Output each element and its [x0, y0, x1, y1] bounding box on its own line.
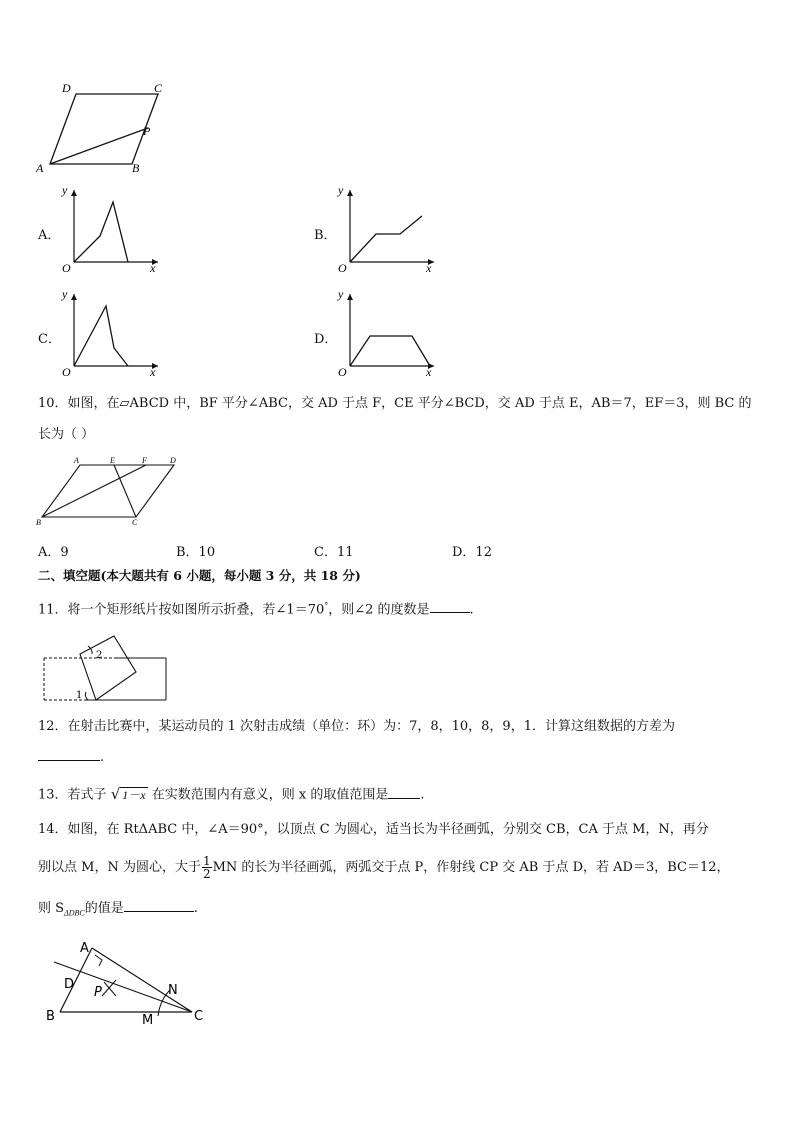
q14-label-D: D — [64, 977, 75, 992]
q13-radicand: 1－x — [122, 788, 146, 802]
q14-subscript: ΔDBC — [64, 908, 85, 918]
q14-text-line2 — [38, 855, 730, 880]
q12-end: . — [100, 750, 105, 765]
q10-label-E: E — [110, 456, 115, 465]
q13-text — [38, 784, 424, 806]
q14-line2-pre: 别以点 M，N 为圆心，大于 — [38, 860, 201, 875]
q9-b-axis-y: y — [338, 183, 344, 197]
q11-angle-2: 2 — [96, 650, 103, 661]
q14-label-M: M — [142, 1013, 154, 1028]
section-2-title: 二、填空题(本大题共有 6 小题，每小题 3 分，共 18 分) — [38, 568, 361, 583]
q9-parallelogram-figure — [30, 78, 170, 178]
q14-frac-den: 2 — [202, 867, 211, 881]
q9-c-origin: O — [62, 365, 71, 379]
q9-option-b-letter: B． — [314, 228, 337, 243]
q9-c-axis-y: y — [62, 287, 68, 301]
q9-a-origin: O — [62, 261, 71, 275]
q11-degree: ° — [324, 601, 329, 610]
q11-text-pre: 11．将一个矩形纸片按如图所示折叠，若∠1＝70 — [38, 602, 325, 618]
q12-answer-blank — [38, 748, 100, 761]
q14-line2-post: MN 的长为半径画弧，两弧交于点 P，作射线 CP 交 AB 于点 D，若 AD＝3，BC＝12， — [212, 860, 730, 875]
q11-folded-rectangle-figure — [40, 632, 175, 704]
q9-option-b-graph — [334, 184, 444, 274]
q10-label-C: C — [132, 518, 138, 527]
q14-label-P: P — [94, 985, 102, 1000]
q14-line3-post: 的值是 — [84, 901, 124, 916]
q14-text-line3 — [38, 899, 198, 924]
q14-end: . — [193, 901, 198, 916]
q10-choice-a: A．9 — [38, 545, 69, 560]
q10-choice-b: B．10 — [176, 545, 216, 560]
q9-a-axis-y: y — [62, 183, 68, 197]
q14-text-line1: 14．如图，在 RtΔABC 中，∠A＝90°，以顶点 C 为圆心，适当长为半径画弧，分别交 CB，CA 于点 M，N，再分 — [38, 822, 709, 837]
q10-label-B: B — [36, 518, 41, 527]
q14-label-B: B — [46, 1009, 55, 1024]
q11-end: . — [469, 602, 474, 618]
q9-a-axis-x: x — [150, 261, 156, 275]
q13-sqrt-expression: √ 1－x — [110, 785, 146, 803]
q10-choice-c: C．11 — [314, 545, 354, 560]
q10-parallelogram-figure — [34, 455, 184, 530]
q11-text-post: ，则∠2 的度数是 — [328, 602, 430, 618]
q9-label-P: P — [143, 124, 151, 138]
q9-option-d-letter: D． — [314, 332, 338, 347]
q9-option-a-letter: A． — [38, 228, 61, 243]
q9-c-axis-x: x — [150, 365, 156, 379]
q9-label-B: B — [132, 161, 140, 175]
q9-option-d-graph — [334, 288, 444, 378]
q10-label-A: A — [74, 456, 79, 465]
q10-label-D: D — [170, 456, 176, 465]
q11-answer-blank — [430, 600, 470, 613]
q9-b-origin: O — [338, 261, 347, 275]
q11-angle-1: 1 — [76, 690, 83, 701]
q14-fraction-half — [202, 855, 212, 880]
q14-line3-pre: 则 S — [38, 901, 65, 916]
q14-label-N: N — [168, 983, 178, 998]
q14-frac-num: 1 — [202, 854, 211, 868]
q10-text-line1: 10．如图，在▱ABCD 中，BF 平分∠ABC，交 AD 于点 F，CE 平分∠BCD，交 AD 于点 E，AB＝7，EF＝3，则 BC 的 — [38, 396, 752, 411]
q12-text-line2 — [38, 748, 104, 768]
q14-label-A: A — [80, 941, 89, 956]
q9-d-axis-x: x — [426, 365, 432, 379]
q9-label-D: D — [62, 81, 71, 95]
q9-option-a-graph — [58, 184, 168, 274]
q13-end: . — [420, 787, 425, 803]
q13-post: 在实数范围内有意义，则 x 的取值范围是 — [151, 787, 389, 803]
q9-b-axis-x: x — [426, 261, 432, 275]
q13-answer-blank — [388, 786, 420, 799]
q10-label-F: F — [142, 456, 147, 465]
q13-pre: 13．若式子 — [38, 787, 107, 803]
q14-triangle-figure — [40, 938, 215, 1030]
q9-option-c-graph — [58, 288, 168, 378]
q14-answer-blank — [124, 899, 194, 912]
q9-d-origin: O — [338, 365, 347, 379]
q14-label-C: C — [194, 1009, 204, 1024]
q9-label-C: C — [154, 81, 163, 95]
q9-d-axis-y: y — [338, 287, 344, 301]
q10-choice-d: D．12 — [452, 545, 492, 560]
q12-text-line1: 12．在射击比赛中，某运动员的 1 次射击成绩（单位：环）为：7，8，10，8，9，1．计算这组数据的方差为 — [38, 719, 675, 734]
q11-text — [38, 596, 474, 620]
q9-option-c-letter: C． — [38, 332, 61, 347]
q9-label-A: A — [36, 161, 44, 175]
q10-text-line2: 长为（ ） — [38, 427, 95, 442]
